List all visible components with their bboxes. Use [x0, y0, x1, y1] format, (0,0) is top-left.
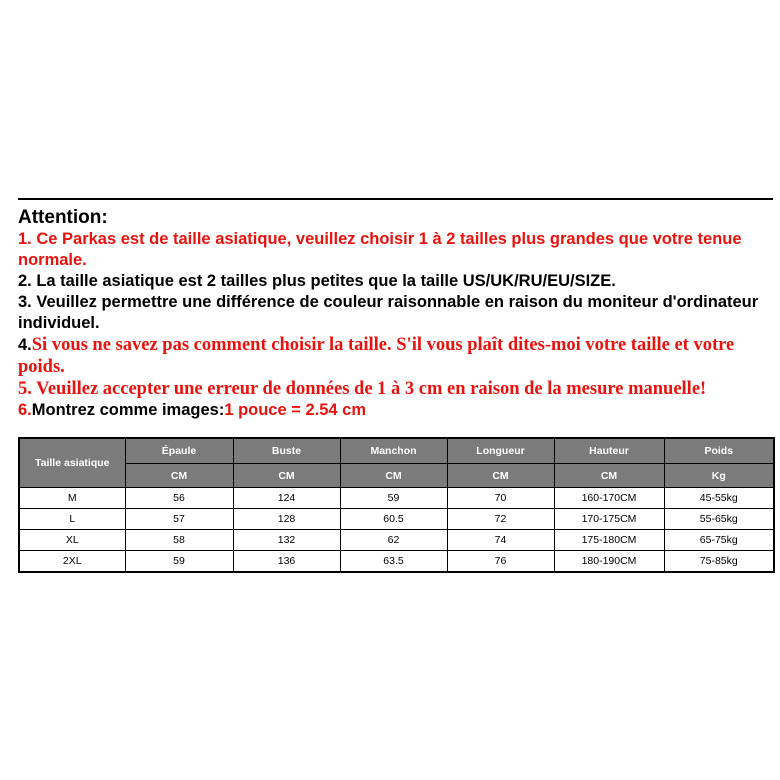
size-cell: M	[19, 488, 125, 509]
bust-cell: 136	[233, 551, 340, 573]
length-cell: 70	[447, 488, 554, 509]
weight-cell: 45-55kg	[664, 488, 774, 509]
corner-label: Taille asiatique	[19, 438, 125, 488]
notice-heading: Attention:	[18, 207, 108, 228]
height-cell: 180-190CM	[554, 551, 664, 573]
column-header-length: Longueur	[447, 438, 554, 464]
size-cell: L	[19, 509, 125, 530]
table-row	[19, 509, 774, 530]
unit-height: CM	[554, 464, 664, 488]
shoulder-cell: 58	[125, 530, 233, 551]
notice-item-5: 5. Veuillez accepter une erreur de données de 1 à 3 cm en raison de la mesure manuelle!	[18, 379, 707, 399]
table-row	[19, 551, 774, 573]
column-header-sleeve: Manchon	[340, 438, 447, 464]
length-cell: 72	[447, 509, 554, 530]
sleeve-cell: 63.5	[340, 551, 447, 573]
unit-length: CM	[447, 464, 554, 488]
unit-shoulder: CM	[125, 464, 233, 488]
size-notice	[18, 207, 773, 421]
weight-cell: 75-85kg	[664, 551, 774, 573]
sleeve-cell: 59	[340, 488, 447, 509]
size-cell: XL	[19, 530, 125, 551]
table-unit-row	[19, 464, 774, 488]
notice-item-6-number: 6.	[18, 401, 32, 419]
table-row	[19, 488, 774, 509]
table-row	[19, 530, 774, 551]
top-divider	[18, 198, 773, 200]
length-cell: 74	[447, 530, 554, 551]
bust-cell: 132	[233, 530, 340, 551]
bust-cell: 128	[233, 509, 340, 530]
length-cell: 76	[447, 551, 554, 573]
size-cell: 2XL	[19, 551, 125, 573]
notice-item-6	[18, 400, 773, 421]
notice-item-6-label: Montrez comme images:	[31, 401, 225, 419]
column-header-bust: Buste	[233, 438, 340, 464]
height-cell: 170-175CM	[554, 509, 664, 530]
unit-sleeve: CM	[340, 464, 447, 488]
notice-item-1: 1. Ce Parkas est de taille asiatique, veuillez choisir 1 à 2 tailles plus grandes que votre tenue normale.	[18, 230, 742, 269]
weight-cell: 65-75kg	[664, 530, 774, 551]
notice-item-2: 2. La taille asiatique est 2 tailles plus petites que la taille US/UK/RU/EU/SIZE.	[18, 272, 616, 290]
height-cell: 160-170CM	[554, 488, 664, 509]
sleeve-cell: 62	[340, 530, 447, 551]
column-header-height: Hauteur	[554, 438, 664, 464]
notice-item-4-text: Si vous ne savez pas comment choisir la taille. S'il vous plaît dites-moi votre taille et votre poids.	[18, 335, 735, 377]
column-header-weight: Poids	[664, 438, 774, 464]
notice-item-4	[18, 334, 773, 378]
shoulder-cell: 57	[125, 509, 233, 530]
unit-bust: CM	[233, 464, 340, 488]
sleeve-cell: 60.5	[340, 509, 447, 530]
unit-weight: Kg	[664, 464, 774, 488]
bust-cell: 124	[233, 488, 340, 509]
shoulder-cell: 59	[125, 551, 233, 573]
notice-item-4-number: 4.	[18, 336, 32, 354]
size-chart-table	[18, 437, 775, 573]
notice-item-3: 3. Veuillez permettre une différence de couleur raisonnable en raison du moniteur d'ordinateur individuel.	[18, 293, 759, 332]
shoulder-cell: 56	[125, 488, 233, 509]
table-header-row	[19, 438, 774, 464]
weight-cell: 55-65kg	[664, 509, 774, 530]
column-header-shoulder: Épaule	[125, 438, 233, 464]
height-cell: 175-180CM	[554, 530, 664, 551]
notice-item-6-conversion: 1 pouce = 2.54 cm	[224, 401, 367, 419]
